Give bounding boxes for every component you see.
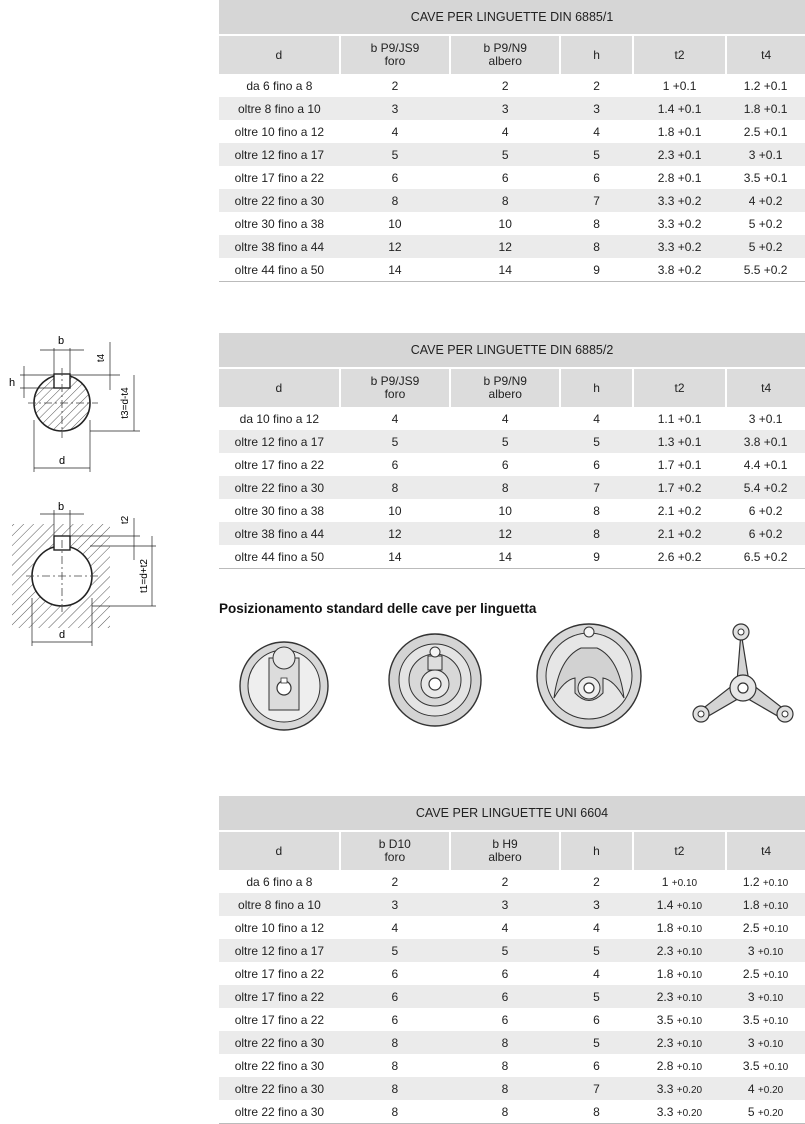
table-cell: 8 [340, 1031, 450, 1054]
table-cell: oltre 22 fino a 30 [219, 189, 340, 212]
col-header-line: foro [384, 387, 406, 401]
table-cell: 3 [340, 893, 450, 916]
table-row [219, 476, 805, 499]
table-cell: 6 [391, 170, 399, 185]
tolerance-value: +0.20 [757, 1084, 784, 1096]
table-cell: 6 [593, 170, 600, 185]
col-header-label: t4 [761, 843, 772, 858]
table-cell: oltre 12 fino a 17 [219, 143, 340, 166]
tolerance-value: +0.10 [676, 1038, 703, 1050]
table-cell: 12 [450, 235, 560, 258]
table-cell: 1 +0.10 [661, 874, 698, 889]
table-row [219, 407, 805, 430]
table-cell: 4 [391, 411, 399, 426]
table-cell: 2.3 +0.10 [633, 985, 726, 1008]
col-header-label: d [275, 843, 283, 858]
table-cell: 5.5 +0.2 [726, 258, 805, 282]
table-row [219, 1054, 805, 1077]
table-cell: 6 [450, 985, 560, 1008]
table-cell: 6 [391, 1012, 399, 1027]
tolerance-value: +0.20 [676, 1107, 703, 1119]
table-cell: 6 +0.2 [726, 522, 805, 545]
col-header-d [219, 35, 340, 74]
table-cell: 8 [560, 1100, 633, 1124]
table-cell: 5 +0.2 [726, 235, 805, 258]
col-header-label: t2 [674, 380, 685, 395]
tolerance-value: +0.10 [676, 969, 703, 981]
handwheel-2-image [389, 634, 481, 726]
table-cell: 8 [593, 503, 600, 518]
table-cell: 3 +0.1 [748, 411, 783, 426]
table-cell: oltre 8 fino a 10 [219, 97, 340, 120]
table-cell: 1 +0.1 [662, 78, 697, 93]
table-row [219, 189, 805, 212]
table-cell: 3.3 +0.20 [633, 1077, 726, 1100]
col-header-label: t4 [761, 47, 772, 62]
table-cell: 6 [593, 457, 600, 472]
tolerance-value: +0.10 [757, 946, 784, 958]
table-cell: 8 [450, 1100, 560, 1124]
table-cell: 3 +0.1 [726, 143, 805, 166]
table-cell: 3 +0.10 [726, 985, 805, 1008]
table-cell: 5 [560, 939, 633, 962]
table-cell: 3 [450, 97, 560, 120]
table-cell: 3.8 +0.2 [633, 258, 726, 282]
table-cell: 5 [450, 430, 560, 453]
table-cell: da 6 fino a 8 [246, 78, 313, 93]
keyway-table-uni-6604 [219, 796, 805, 1124]
col-header-label: h [593, 843, 600, 858]
table-cell: 1.4 +0.10 [633, 893, 726, 916]
table-cell: 3.5 +0.1 [743, 170, 788, 185]
table-cell: 3 [560, 97, 633, 120]
table-cell: 5 [560, 1031, 633, 1054]
table-cell: 3 [450, 893, 560, 916]
table-cell: 3.5 +0.10 [742, 1058, 789, 1073]
table-cell: 4.4 +0.1 [743, 457, 788, 472]
table-cell: oltre 44 fino a 50 [219, 545, 340, 569]
table-cell: da 6 fino a 8 [246, 874, 313, 889]
col-header-label: d [275, 47, 283, 62]
table-cell: 2.8 +0.10 [656, 1058, 703, 1073]
table-cell: 2.8 +0.1 [657, 170, 702, 185]
table-cell: 8 [450, 476, 560, 499]
shaft-keyway-drawing [0, 330, 150, 480]
col-header-b-albero [450, 831, 560, 870]
table-cell: 3.3 +0.20 [633, 1100, 726, 1124]
table-row [219, 1031, 805, 1054]
table-cell: 3 +0.10 [726, 939, 805, 962]
tolerance-value: +0.20 [676, 1084, 703, 1096]
table-cell: 5.4 +0.2 [726, 476, 805, 499]
table-cell: 4 [593, 920, 600, 935]
table-cell: 4 [501, 920, 509, 935]
table-cell: 4 [391, 920, 399, 935]
table-cell: 1.2 +0.10 [742, 874, 789, 889]
col-header-line: foro [384, 54, 406, 68]
table-row [219, 870, 805, 893]
tolerance-value: +0.20 [757, 1107, 784, 1119]
table-body [219, 870, 805, 1124]
tolerance-value: +0.10 [762, 900, 789, 912]
table-row [219, 916, 805, 939]
col-header-b-albero [450, 368, 560, 407]
table-cell: 3.3 +0.2 [657, 216, 702, 231]
col-header-d [219, 368, 340, 407]
table-cell: 3 +0.10 [726, 1031, 805, 1054]
section-title: Posizionamento standard delle cave per linguetta [219, 601, 537, 616]
table-row [219, 258, 805, 282]
table-cell: 12 [340, 235, 450, 258]
table-row [219, 74, 805, 97]
table-cell: 1.3 +0.1 [633, 430, 726, 453]
table-cell: 2 [501, 78, 509, 93]
table-cell: 4 [501, 124, 509, 139]
col-header-line: b P9/JS9 [370, 374, 420, 388]
table-row [219, 1100, 805, 1124]
table-cell: 10 [388, 216, 402, 231]
table-cell: oltre 10 fino a 12 [234, 920, 325, 935]
table-cell: 12 [340, 522, 450, 545]
table-cell: 8 [340, 189, 450, 212]
table-cell: 2 [391, 78, 399, 93]
table-cell: 2.5 +0.10 [742, 966, 789, 981]
table-cell: 1.4 +0.1 [633, 97, 726, 120]
table-row [219, 97, 805, 120]
col-header-line: b P9/JS9 [370, 41, 420, 55]
label-h: h [8, 377, 16, 389]
table-cell: 8 [340, 1100, 450, 1124]
table-cell: oltre 22 fino a 30 [234, 1058, 325, 1073]
table-row [219, 939, 805, 962]
table-cell: 10 [388, 503, 402, 518]
table-cell: 6 [501, 457, 509, 472]
col-header-label: t2 [674, 843, 685, 858]
table-cell: oltre 22 fino a 30 [219, 476, 340, 499]
tolerance-value: +0.10 [762, 969, 789, 981]
table-row [219, 985, 805, 1008]
label-t2: t2 [120, 515, 131, 525]
table-cell: 6 +0.2 [748, 503, 783, 518]
table-cell: 8 [593, 216, 600, 231]
table-cell: 2.1 +0.2 [633, 522, 726, 545]
table-cell: 7 [560, 476, 633, 499]
tolerance-value: +0.10 [757, 1038, 784, 1050]
table-cell: 1.8 +0.10 [656, 966, 703, 981]
table-cell: 8 [560, 522, 633, 545]
table-title: CAVE PER LINGUETTE DIN 6885/1 [219, 0, 805, 35]
table-cell: 8 [340, 1077, 450, 1100]
table-cell: oltre 10 fino a 12 [234, 124, 325, 139]
tolerance-value: +0.10 [762, 1061, 789, 1073]
handwheel-3-image [537, 624, 641, 728]
label-t4: t4 [96, 353, 107, 363]
tolerance-value: +0.10 [676, 992, 703, 1004]
table-cell: 5 [340, 430, 450, 453]
table-row [219, 166, 805, 189]
table-cell: 1.7 +0.1 [657, 457, 702, 472]
table-row [219, 430, 805, 453]
col-header-b-foro [340, 831, 450, 870]
table-cell: 3 [560, 893, 633, 916]
table-row [219, 453, 805, 476]
col-header-h [560, 368, 633, 407]
table-cell: 3 [340, 97, 450, 120]
table-cell: 3.3 +0.2 [633, 235, 726, 258]
tolerance-value: +0.10 [676, 1061, 703, 1073]
table-cell: da 10 fino a 12 [239, 411, 320, 426]
table-cell: 6 [391, 966, 399, 981]
table-cell: 14 [340, 258, 450, 282]
table-cell: oltre 38 fino a 44 [219, 522, 340, 545]
table-cell: 1.8 +0.10 [656, 920, 703, 935]
table-cell: 14 [450, 545, 560, 569]
table-cell: 10 [498, 216, 512, 231]
table-cell: 5 [560, 430, 633, 453]
table-cell: 6 [391, 457, 399, 472]
table-cell: 2.5 +0.10 [742, 920, 789, 935]
keyway-table-din-6885-2 [219, 333, 805, 569]
hub-keyway-drawing [0, 498, 160, 653]
table-cell: 10 [498, 503, 512, 518]
label-d: d [58, 455, 66, 467]
table-row [219, 212, 805, 235]
col-header-b-albero [450, 35, 560, 74]
tolerance-value: +0.10 [762, 923, 789, 935]
table-cell: oltre 30 fino a 38 [234, 216, 325, 231]
table-cell: 5 [340, 939, 450, 962]
table-cell: oltre 22 fino a 30 [219, 1100, 340, 1124]
table-cell: 2.3 +0.10 [633, 1031, 726, 1054]
table-row [219, 1008, 805, 1031]
col-header-line: b D10 [378, 837, 411, 851]
table-cell: 4 +0.20 [726, 1077, 805, 1100]
table-cell: 8 [340, 476, 450, 499]
col-header-d [219, 831, 340, 870]
table-cell: 1.8 +0.1 [657, 124, 702, 139]
table-cell: 2.1 +0.2 [657, 503, 702, 518]
table-cell: 5 [560, 985, 633, 1008]
table-row [219, 962, 805, 985]
table-cell: 4 +0.2 [726, 189, 805, 212]
col-header-b-foro [340, 35, 450, 74]
col-header-t2 [633, 35, 726, 74]
col-header-line: albero [488, 850, 522, 864]
table-cell: 4 [593, 124, 600, 139]
table-cell: 8 [391, 1058, 399, 1073]
table-cell: 9 [560, 545, 633, 569]
table-row [219, 1077, 805, 1100]
table-cell: oltre 17 fino a 22 [234, 966, 325, 981]
table-cell: 3.8 +0.1 [726, 430, 805, 453]
table-row [219, 522, 805, 545]
table-cell: 4 [391, 124, 399, 139]
table-row [219, 120, 805, 143]
col-header-t4 [726, 368, 805, 407]
table-cell: 2 [501, 874, 509, 889]
handwheel-4-image [693, 624, 793, 722]
table-cell: 7 [560, 1077, 633, 1100]
col-header-line: b H9 [492, 837, 518, 851]
table-row [219, 545, 805, 569]
table-cell: 2.3 +0.10 [633, 939, 726, 962]
table-cell: oltre 17 fino a 22 [234, 457, 325, 472]
table-title: CAVE PER LINGUETTE DIN 6885/2 [219, 333, 805, 368]
table-cell: 6 [501, 170, 509, 185]
table-cell: 1.7 +0.2 [633, 476, 726, 499]
table-cell: 6 [340, 985, 450, 1008]
tolerance-value: +0.10 [676, 900, 703, 912]
table-cell: 2 [593, 78, 600, 93]
label-t1: t1=d+t2 [139, 559, 150, 593]
col-header-line: b P9/N9 [483, 374, 527, 388]
table-cell: 1.8 +0.10 [726, 893, 805, 916]
col-header-h [560, 35, 633, 74]
tolerance-value: +0.10 [762, 877, 789, 889]
table-cell: 8 [450, 189, 560, 212]
table-cell: 8 [450, 1077, 560, 1100]
table-cell: 6.5 +0.2 [726, 545, 805, 569]
col-header-t4 [726, 831, 805, 870]
table-cell: 5 [450, 939, 560, 962]
keyway-table-din-6885-1 [219, 0, 805, 282]
table-cell: 6 [501, 1012, 509, 1027]
table-cell: 4 [593, 966, 600, 981]
table-cell: 5 +0.20 [726, 1100, 805, 1124]
table-cell: oltre 17 fino a 22 [219, 985, 340, 1008]
label-b: b [57, 335, 65, 347]
table-cell: oltre 22 fino a 30 [219, 1077, 340, 1100]
table-cell: 4 [501, 411, 509, 426]
col-header-label: h [593, 380, 600, 395]
col-header-line: foro [384, 850, 406, 864]
col-header-t4 [726, 35, 805, 74]
label-d: d [58, 629, 66, 641]
table-cell: oltre 17 fino a 22 [234, 170, 325, 185]
col-header-t2 [633, 831, 726, 870]
tolerance-value: +0.10 [762, 1015, 789, 1027]
table-row [219, 143, 805, 166]
label-t3: t3=d-t4 [120, 387, 131, 419]
table-cell: 4 [593, 411, 600, 426]
table-cell: 5 [340, 143, 450, 166]
tolerance-value: +0.10 [676, 923, 703, 935]
table-cell: 1.1 +0.1 [657, 411, 702, 426]
handwheel-1-image [240, 642, 328, 730]
table-body [219, 74, 805, 282]
table-cell: 8 [450, 1031, 560, 1054]
table-cell: oltre 38 fino a 44 [219, 235, 340, 258]
table-cell: 6 [501, 966, 509, 981]
table-cell: 6 [593, 1012, 600, 1027]
table-row [219, 499, 805, 522]
col-header-label: d [275, 380, 283, 395]
table-row [219, 893, 805, 916]
table-cell: oltre 30 fino a 38 [234, 503, 325, 518]
table-cell: oltre 12 fino a 17 [219, 939, 340, 962]
table-cell: oltre 8 fino a 10 [219, 893, 340, 916]
table-cell: 5 +0.2 [748, 216, 783, 231]
table-cell: 1.8 +0.1 [726, 97, 805, 120]
tolerance-value: +0.10 [676, 1015, 703, 1027]
col-header-line: albero [488, 54, 522, 68]
col-header-label: h [593, 47, 600, 62]
table-cell: 2.3 +0.1 [633, 143, 726, 166]
table-cell: 5 [450, 143, 560, 166]
table-cell: 8 [501, 1058, 509, 1073]
label-b: b [57, 501, 65, 513]
table-cell: oltre 44 fino a 50 [219, 258, 340, 282]
table-cell: 9 [560, 258, 633, 282]
col-header-line: albero [488, 387, 522, 401]
handwheel-illustrations [219, 618, 805, 738]
table-cell: oltre 12 fino a 17 [219, 430, 340, 453]
col-header-label: t4 [761, 380, 772, 395]
col-header-t2 [633, 368, 726, 407]
table-cell: 3.5 +0.10 [742, 1012, 789, 1027]
table-cell: 8 [560, 235, 633, 258]
table-cell: 2 [391, 874, 399, 889]
tolerance-value: +0.10 [757, 992, 784, 1004]
table-cell: oltre 17 fino a 22 [234, 1012, 325, 1027]
table-cell: 12 [450, 522, 560, 545]
table-title: CAVE PER LINGUETTE UNI 6604 [219, 796, 805, 831]
tolerance-value: +0.10 [676, 946, 703, 958]
table-body [219, 407, 805, 569]
table-cell: 1.2 +0.1 [743, 78, 788, 93]
table-cell: oltre 22 fino a 30 [219, 1031, 340, 1054]
table-cell: 14 [450, 258, 560, 282]
col-header-b-foro [340, 368, 450, 407]
table-row [219, 235, 805, 258]
tolerance-value: +0.10 [671, 877, 698, 889]
col-header-h [560, 831, 633, 870]
table-cell: 5 [560, 143, 633, 166]
table-cell: 14 [340, 545, 450, 569]
table-cell: 6 [593, 1058, 600, 1073]
col-header-label: t2 [674, 47, 685, 62]
table-cell: 2 [593, 874, 600, 889]
table-cell: 2.5 +0.1 [743, 124, 788, 139]
table-cell: 3.5 +0.10 [656, 1012, 703, 1027]
table-cell: 7 [560, 189, 633, 212]
table-cell: 3.3 +0.2 [633, 189, 726, 212]
col-header-line: b P9/N9 [483, 41, 527, 55]
table-cell: 2.6 +0.2 [633, 545, 726, 569]
